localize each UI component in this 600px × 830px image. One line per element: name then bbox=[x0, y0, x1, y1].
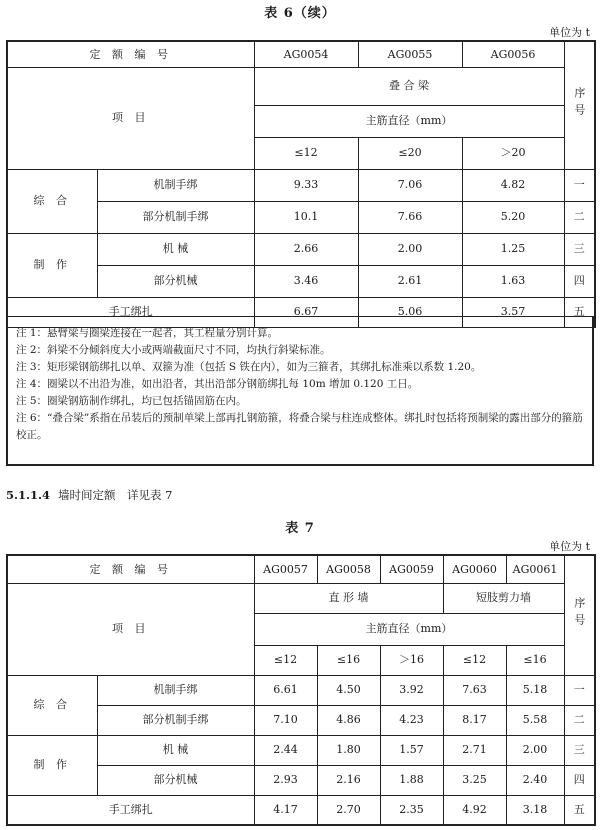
item-label: 项 目 bbox=[7, 67, 254, 169]
cell-value: 4.17 bbox=[254, 795, 317, 825]
note-line: 注 2：斜梁不分倾斜度大小或两端截面尺寸不同，均执行斜梁标准。 bbox=[16, 344, 331, 356]
cell-value: 4.86 bbox=[317, 705, 380, 735]
wall-type: 短肢剪力墙 bbox=[443, 583, 564, 613]
table6-title: 表 6（续） bbox=[264, 6, 336, 21]
code-label: 定 额 编 号 bbox=[7, 555, 254, 583]
row-seq: 二 bbox=[564, 201, 595, 233]
row-name: 部分机械 bbox=[97, 765, 254, 795]
cell-value: 6.67 bbox=[254, 297, 358, 327]
row-name: 手工绑扎 bbox=[7, 795, 254, 825]
cell-value: 2.44 bbox=[254, 735, 317, 765]
table-row bbox=[7, 169, 595, 201]
table7-title: 表 7 bbox=[285, 521, 315, 536]
row-name: 部分机制手绑 bbox=[97, 705, 254, 735]
row-seq: 一 bbox=[564, 169, 595, 201]
table7-unit: 单位为 t bbox=[549, 540, 590, 553]
diameter-value: ≤20 bbox=[358, 137, 462, 169]
row-seq: 三 bbox=[564, 735, 595, 765]
note-line: 注 3：矩形梁钢筋绑扎以单、双箍为准（包括 S 铁在内），如为三箍者，其绑扎标准乘以系数 1.20。 bbox=[16, 361, 482, 373]
row-name: 机 械 bbox=[97, 735, 254, 765]
row-seq: 四 bbox=[564, 765, 595, 795]
diameter-value: ＞20 bbox=[462, 137, 564, 169]
note-line: 注 4：圈梁以不出沿为准，如出沿者，其出沿部分钢筋绑扎每 10m 增加 0.120 工日。 bbox=[16, 378, 419, 390]
cell-value: 4.82 bbox=[462, 169, 564, 201]
row-name: 部分机制手绑 bbox=[97, 201, 254, 233]
quota-code: AG0060 bbox=[443, 555, 506, 583]
cell-value: 5.06 bbox=[358, 297, 462, 327]
note-line: 注 6：“叠合梁”系指在吊装后的预制单梁上部再扎钢筋箍，将叠合梁与柱连成整体。绑扎时包括将预制梁的露出部分的箍筋校正。 bbox=[16, 412, 583, 441]
cell-value: 7.06 bbox=[358, 169, 462, 201]
row-name: 机制手绑 bbox=[97, 169, 254, 201]
diameter-label: 主筋直径（mm） bbox=[254, 613, 564, 645]
cell-value: 5.18 bbox=[506, 675, 564, 705]
table7 bbox=[6, 554, 596, 826]
section-heading: 5.1.1.4 墙时间定额 详见表 7 bbox=[6, 488, 173, 502]
diameter-value: ≤12 bbox=[443, 645, 506, 675]
cell-value: 1.25 bbox=[462, 233, 564, 265]
cell-value: 2.61 bbox=[358, 265, 462, 297]
row-seq: 五 bbox=[564, 795, 595, 825]
quota-code: AG0058 bbox=[317, 555, 380, 583]
cell-value: 1.63 bbox=[462, 265, 564, 297]
row-seq: 一 bbox=[564, 675, 595, 705]
diameter-value: ≤12 bbox=[254, 137, 358, 169]
cell-value: 2.35 bbox=[380, 795, 443, 825]
cell-value: 2.70 bbox=[317, 795, 380, 825]
cell-value: 1.80 bbox=[317, 735, 380, 765]
quota-code: AG0054 bbox=[254, 41, 358, 67]
cell-value: 1.57 bbox=[380, 735, 443, 765]
table6 bbox=[6, 40, 596, 328]
group-label: 制 作 bbox=[7, 233, 97, 297]
table-row bbox=[7, 675, 595, 705]
group-label: 综 合 bbox=[7, 675, 97, 735]
cell-value: 2.00 bbox=[358, 233, 462, 265]
seq-header: 序号 bbox=[564, 555, 595, 675]
cell-value: 5.58 bbox=[506, 705, 564, 735]
diameter-label: 主筋直径（mm） bbox=[254, 105, 564, 137]
cell-value: 8.17 bbox=[443, 705, 506, 735]
table6-unit: 单位为 t bbox=[549, 26, 590, 39]
diameter-value: ≤16 bbox=[317, 645, 380, 675]
cell-value: 6.61 bbox=[254, 675, 317, 705]
seq-header: 序号 bbox=[564, 41, 595, 169]
quota-code: AG0056 bbox=[462, 41, 564, 67]
note-line: 注 1：悬臂梁与圈梁连接在一起者，其工程量分别计算。 bbox=[16, 327, 279, 339]
cell-value: 4.23 bbox=[380, 705, 443, 735]
cell-value: 3.46 bbox=[254, 265, 358, 297]
cell-value: 2.40 bbox=[506, 765, 564, 795]
cell-value: 10.1 bbox=[254, 201, 358, 233]
cell-value: 1.88 bbox=[380, 765, 443, 795]
note-line: 注 5：圈梁钢筋制作绑扎，均已包括锚固筋在内。 bbox=[16, 395, 247, 407]
cell-value: 9.33 bbox=[254, 169, 358, 201]
row-seq: 二 bbox=[564, 705, 595, 735]
row-seq: 三 bbox=[564, 233, 595, 265]
table-row bbox=[7, 233, 595, 265]
row-name: 部分机械 bbox=[97, 265, 254, 297]
cell-value: 2.66 bbox=[254, 233, 358, 265]
code-label: 定 额 编 号 bbox=[7, 41, 254, 67]
quota-code: AG0057 bbox=[254, 555, 317, 583]
cell-value: 3.57 bbox=[462, 297, 564, 327]
cell-value: 3.92 bbox=[380, 675, 443, 705]
wall-type: 直 形 墙 bbox=[254, 583, 443, 613]
quota-code: AG0055 bbox=[358, 41, 462, 67]
cell-value: 3.25 bbox=[443, 765, 506, 795]
cell-value: 7.10 bbox=[254, 705, 317, 735]
cell-value: 7.63 bbox=[443, 675, 506, 705]
row-seq: 四 bbox=[564, 265, 595, 297]
table-row bbox=[7, 735, 595, 765]
quota-code: AG0061 bbox=[506, 555, 564, 583]
item-label: 项 目 bbox=[7, 583, 254, 675]
diameter-value: ≤16 bbox=[506, 645, 564, 675]
notes-box bbox=[6, 316, 594, 466]
row-name: 手工绑扎 bbox=[7, 297, 254, 327]
quota-code: AG0059 bbox=[380, 555, 443, 583]
group-label: 制 作 bbox=[7, 735, 97, 795]
cell-value: 5.20 bbox=[462, 201, 564, 233]
row-name: 机制手绑 bbox=[97, 675, 254, 705]
cell-value: 3.18 bbox=[506, 795, 564, 825]
cell-value: 7.66 bbox=[358, 201, 462, 233]
cell-value: 2.93 bbox=[254, 765, 317, 795]
cell-value: 4.92 bbox=[443, 795, 506, 825]
row-seq: 五 bbox=[564, 297, 595, 327]
table-row bbox=[7, 795, 595, 825]
cell-value: 2.00 bbox=[506, 735, 564, 765]
beam-type: 叠 合 梁 bbox=[254, 67, 564, 105]
row-name: 机 械 bbox=[97, 233, 254, 265]
diameter-value: ＞16 bbox=[380, 645, 443, 675]
group-label: 综 合 bbox=[7, 169, 97, 233]
cell-value: 4.50 bbox=[317, 675, 380, 705]
cell-value: 2.71 bbox=[443, 735, 506, 765]
cell-value: 2.16 bbox=[317, 765, 380, 795]
diameter-value: ≤12 bbox=[254, 645, 317, 675]
